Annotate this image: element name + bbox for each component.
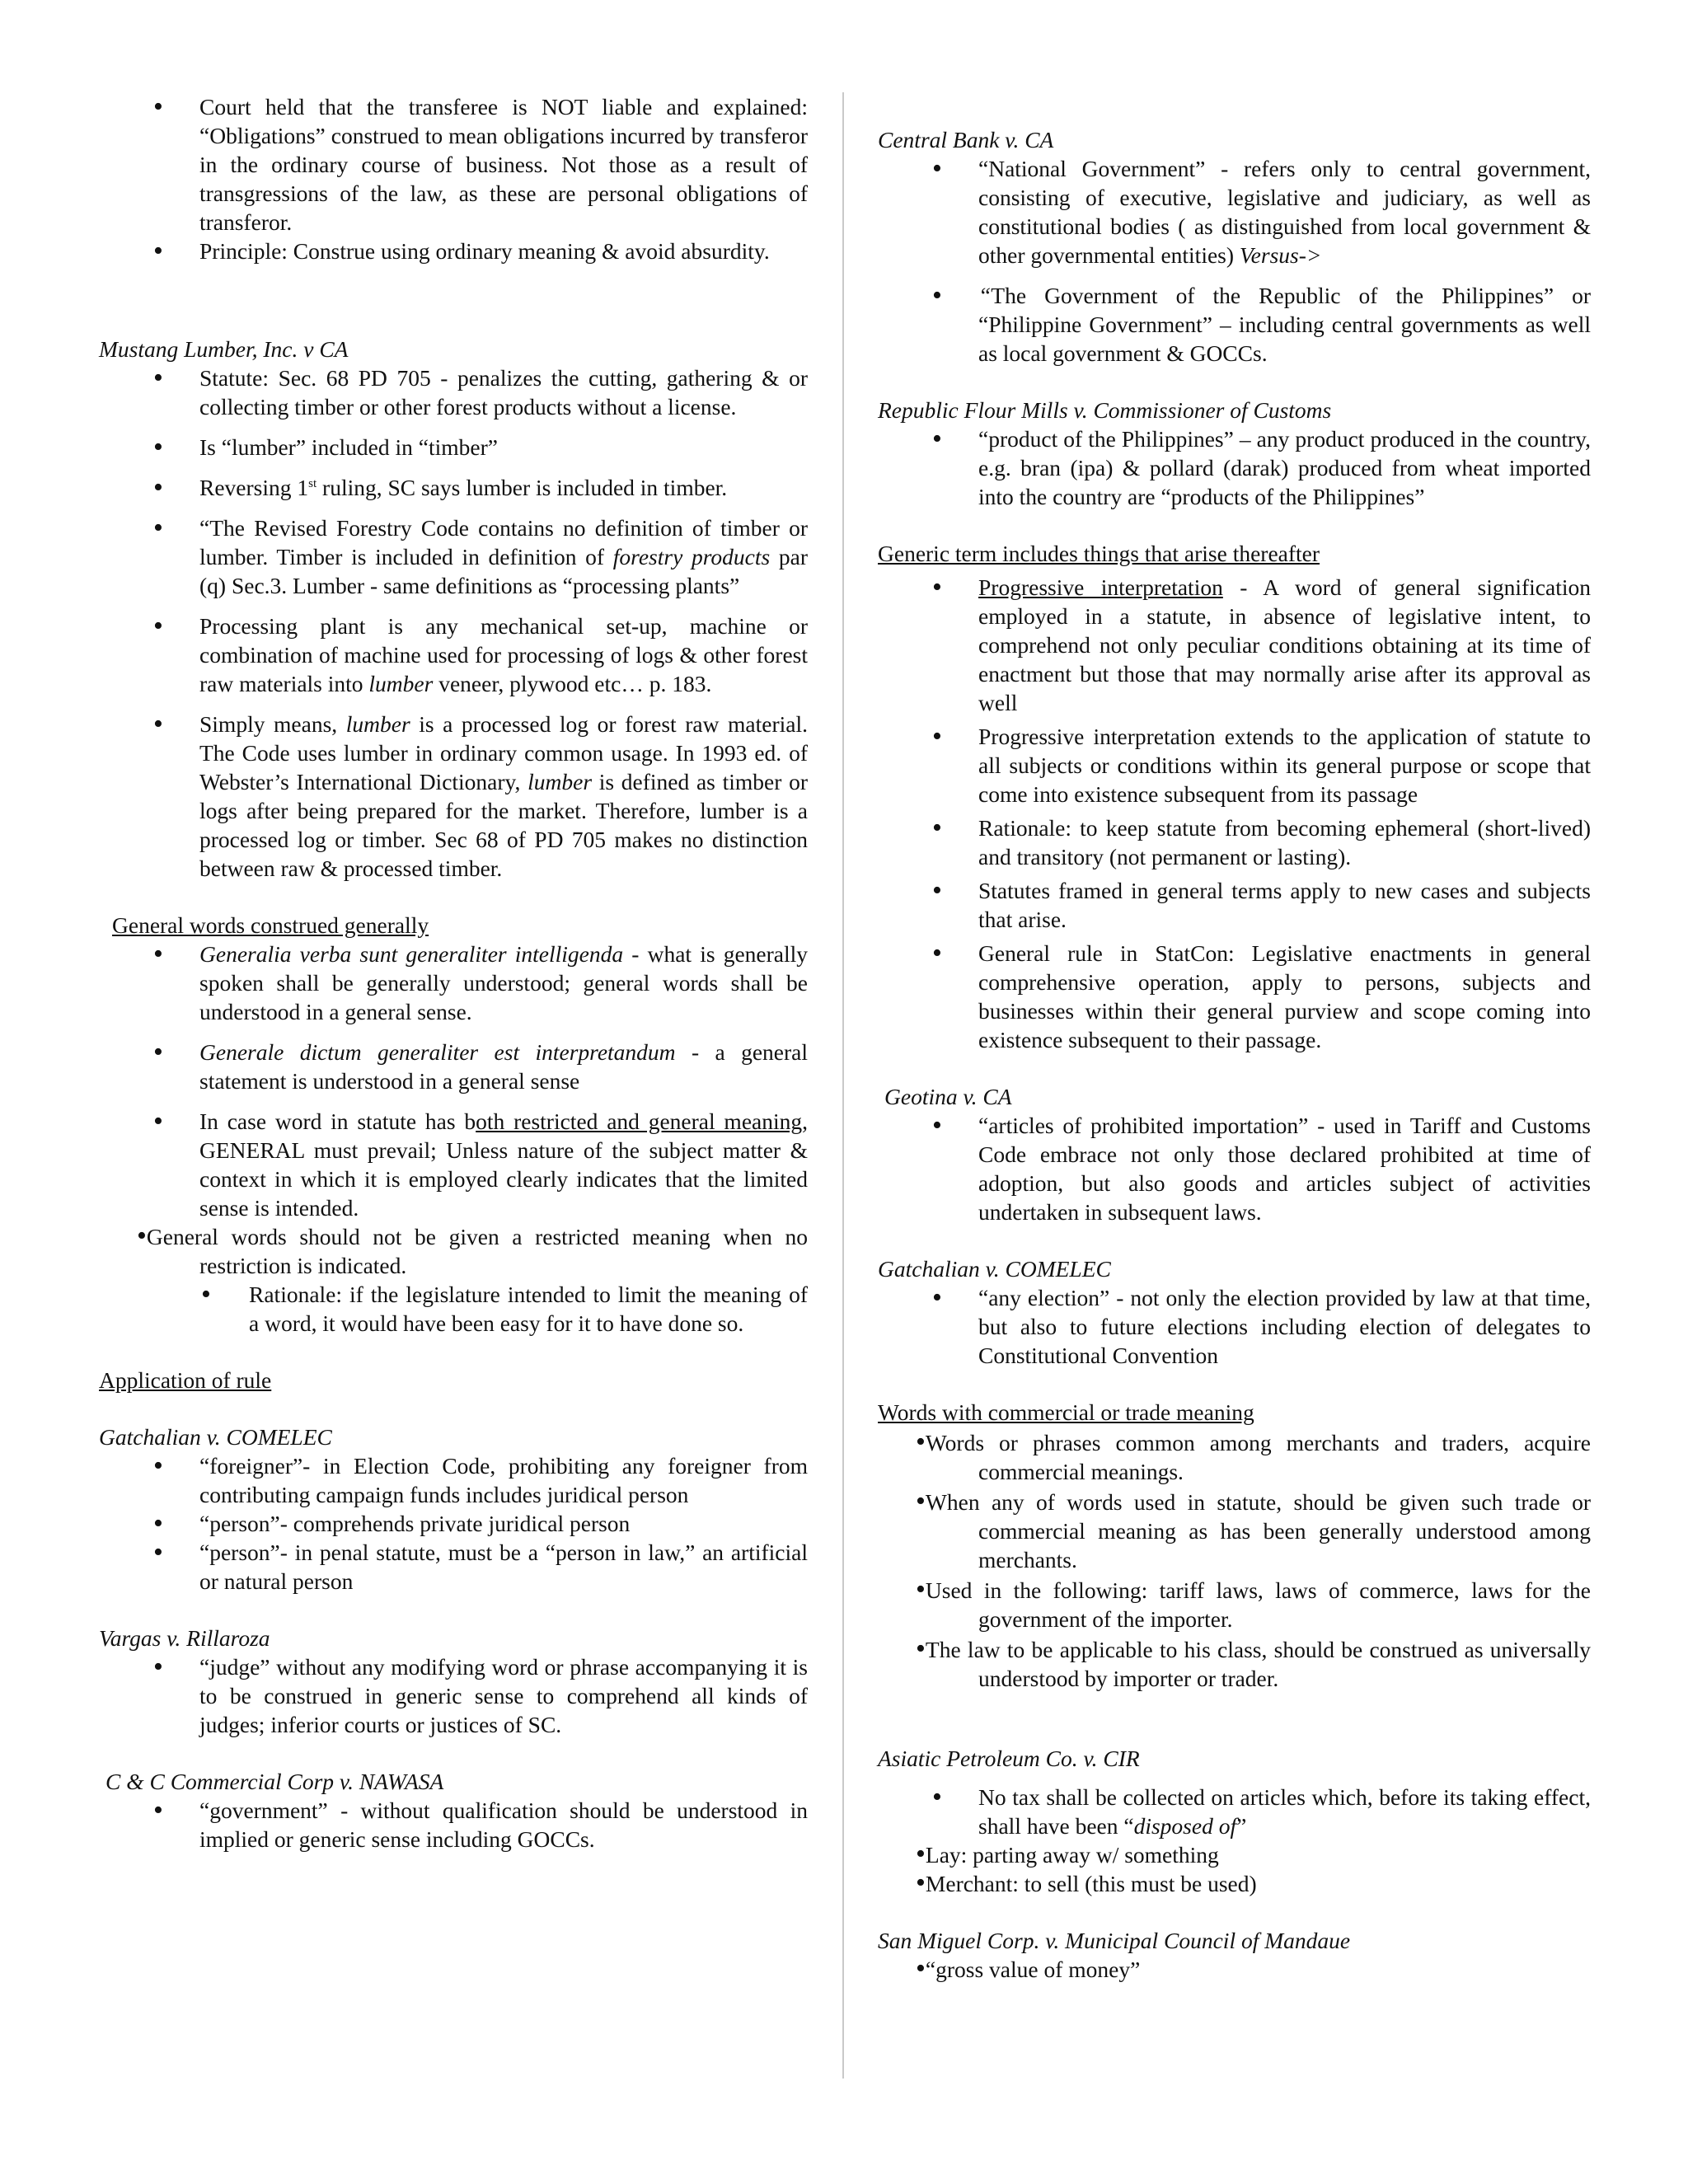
list-item: • General words should not be given a restricted meaning when no restriction is indicated. — [99, 1222, 808, 1280]
list-item: • Simply means, lumber is a processed log or forest raw material. The Code uses lumber in ordinary common usage. In 1993 ed. of Webster’s International Dictionary, lumber is defined as timber or logs after being prepared for the market. Therefore, lumber is a processed log or timber. Sec 68 of PD 705 makes no distinction between raw & processed timber. — [99, 710, 808, 883]
list-item: • “foreigner”- in Election Code, prohibiting any foreigner from contributing campaign funds includes juridical person — [99, 1451, 808, 1509]
list-item: • Merchant: to sell (this must be used) — [878, 1869, 1591, 1898]
central-bank-bullet-list — [878, 154, 1591, 368]
list-item: • General rule in StatCon: Legislative enactments in general comprehensive operation, apply to persons, subjects and businesses within their general purview and scope coming into existence subsequent to their passage. — [878, 939, 1591, 1054]
list-item: • Statutes framed in general terms apply to new cases and subjects that arise. — [878, 876, 1591, 934]
geotina-bullet-list — [878, 1111, 1591, 1226]
case-title-gatchalian-2: Gatchalian v. COMELEC — [878, 1256, 1111, 1282]
mustang-bullet-list — [99, 363, 808, 883]
case-title-central-bank: Central Bank v. CA — [878, 127, 1054, 152]
list-item: • When any of words used in statute, should be given such trade or commercial meaning as has been generally understood among merchants. — [878, 1488, 1591, 1574]
list-item: • “government” - without qualification should be understood in implied or generic sense including GOCCs. — [99, 1796, 808, 1854]
rationale-sub-list — [99, 1280, 808, 1338]
list-item: • Processing plant is any mechanical set-up, machine or combination of machine used for processing of logs & other forest raw materials into lumber veneer, plywood etc… p. 183. — [99, 612, 808, 698]
list-item: • “The Government of the Republic of the Philippines” or “Philippine Government” – including central governments as well as local government & GOCCs. — [878, 281, 1591, 368]
intro-bullet-list — [99, 92, 808, 265]
section-heading-application: Application of rule — [99, 1367, 272, 1393]
commercial-meaning-bullet-list — [878, 1428, 1591, 1693]
list-item: • “The Revised Forestry Code contains no definition of timber or lumber. Timber is included in definition of forestry products par (q) Sec.3. Lumber - same definitions as “processing plants” — [99, 513, 808, 600]
list-item: • No tax shall be collected on articles which, before its taking effect, shall have been “disposed of” — [878, 1783, 1591, 1840]
section-heading-general-words: General words construed generally — [112, 912, 429, 938]
list-item: • Court held that the transferee is NOT liable and explained: “Obligations” construed to mean obligations incurred by transferor in the ordinary course of business. Not those as a result of transgressions of the law, as these are personal obligations of transferor. — [99, 92, 808, 237]
right-column — [878, 125, 1591, 1984]
gatchalian-bullet-list — [99, 1451, 808, 1596]
list-item: • Rationale: to keep statute from becoming ephemeral (short-lived) and transitory (not permanent or lasting). — [878, 813, 1591, 871]
list-item: • “gross value of money” — [878, 1955, 1591, 1984]
generic-term-bullet-list — [878, 573, 1591, 1054]
list-item: • In case word in statute has both restricted and general meaning, GENERAL must prevail; Unless nature of the subject matter & context in which it is employed clearly indicates that the limited sense is intended. — [99, 1107, 808, 1222]
asiatic-bullet-list — [878, 1783, 1591, 1840]
list-item: • “person”- in penal statute, must be a “person in law,” an artificial or natural person — [99, 1538, 808, 1596]
list-item: • Is “lumber” included in “timber” — [99, 433, 808, 462]
asiatic-sub-list — [878, 1840, 1591, 1898]
list-item: • Reversing 1st ruling, SC says lumber is included in timber. — [99, 473, 808, 502]
section-heading-generic-term: Generic term includes things that arise thereafter — [878, 541, 1320, 566]
list-item: • The law to be applicable to his class, should be construed as universally understood by importer or trader. — [878, 1635, 1591, 1693]
list-item: • “product of the Philippines” – any product produced in the country, e.g. bran (ipa) & pollard (darak) produced from wheat imported into the country are “products of the Philippines” — [878, 424, 1591, 511]
case-title-san-miguel: San Miguel Corp. v. Municipal Council of Mandaue — [878, 1928, 1351, 1953]
case-title-mustang: Mustang Lumber, Inc. v CA — [99, 336, 349, 362]
list-item: • Progressive interpretation extends to the application of statute to all subjects or conditions within its general purpose or scope that come into existence subsequent from its passage — [878, 722, 1591, 808]
case-title-republic-flour: Republic Flour Mills v. Commissioner of Customs — [878, 397, 1332, 423]
section-heading-commercial-meaning: Words with commercial or trade meaning — [878, 1399, 1254, 1425]
case-title-gatchalian: Gatchalian v. COMELEC — [99, 1424, 332, 1450]
list-item: • Words or phrases common among merchants and traders, acquire commercial meanings. — [878, 1428, 1591, 1486]
list-item: • “any election” - not only the election provided by law at that time, but also to future elections including election of delegates to Constitutional Convention — [878, 1283, 1591, 1370]
general-words-note-list — [99, 1222, 808, 1280]
list-item: • Rationale: if the legislature intended to limit the meaning of a word, it would have been easy for it to have done so. — [99, 1280, 808, 1338]
vargas-bullet-list — [99, 1652, 808, 1739]
case-title-vargas: Vargas v. Rillaroza — [99, 1625, 270, 1651]
list-item: • “National Government” - refers only to central government, consisting of executive, legislative and judiciary, as well as constitutional bodies ( as distinguished from local government & other governmental entities) Versus-> — [878, 154, 1591, 269]
case-title-asiatic: Asiatic Petroleum Co. v. CIR — [878, 1746, 1140, 1771]
republic-flour-bullet-list — [878, 424, 1591, 511]
list-item: • “articles of prohibited importation” - used in Tariff and Customs Code embrace not only those declared prohibited at time of adoption, but also goods and articles subject of activities undertaken in subsequent laws. — [878, 1111, 1591, 1226]
san-miguel-bullet-list — [878, 1955, 1591, 1984]
cc-commercial-bullet-list — [99, 1796, 808, 1854]
case-title-cc-commercial: C & C Commercial Corp v. NAWASA — [106, 1769, 444, 1794]
list-item: • Generalia verba sunt generaliter intelligenda - what is generally spoken shall be generally understood; general words shall be understood in a general sense. — [99, 940, 808, 1026]
list-item: • Generale dictum generaliter est interpretandum - a general statement is understood in a general sense — [99, 1038, 808, 1095]
left-column — [99, 92, 808, 1854]
list-item: • Used in the following: tariff laws, laws of commerce, laws for the government of the importer. — [878, 1576, 1591, 1633]
list-item: • Principle: Construe using ordinary meaning & avoid absurdity. — [99, 237, 808, 265]
list-item: • “judge” without any modifying word or phrase accompanying it is to be construed in generic sense to comprehend all kinds of judges; inferior courts or justices of SC. — [99, 1652, 808, 1739]
list-item: • Progressive interpretation - A word of general signification employed in a statute, in absence of legislative intent, to comprehend not only peculiar conditions obtaining at its time of enactment but those that may normally arise after its approval as well — [878, 573, 1591, 717]
general-words-bullet-list — [99, 940, 808, 1222]
list-item: • Statute: Sec. 68 PD 705 - penalizes the cutting, gathering & or collecting timber or other forest products without a license. — [99, 363, 808, 421]
case-title-geotina: Geotina v. CA — [884, 1084, 1012, 1109]
list-item: • “person”- comprehends private juridical person — [99, 1509, 808, 1538]
gatchalian-2-bullet-list — [878, 1283, 1591, 1370]
column-divider — [842, 92, 844, 2079]
list-item: • Lay: parting away w/ something — [878, 1840, 1591, 1869]
